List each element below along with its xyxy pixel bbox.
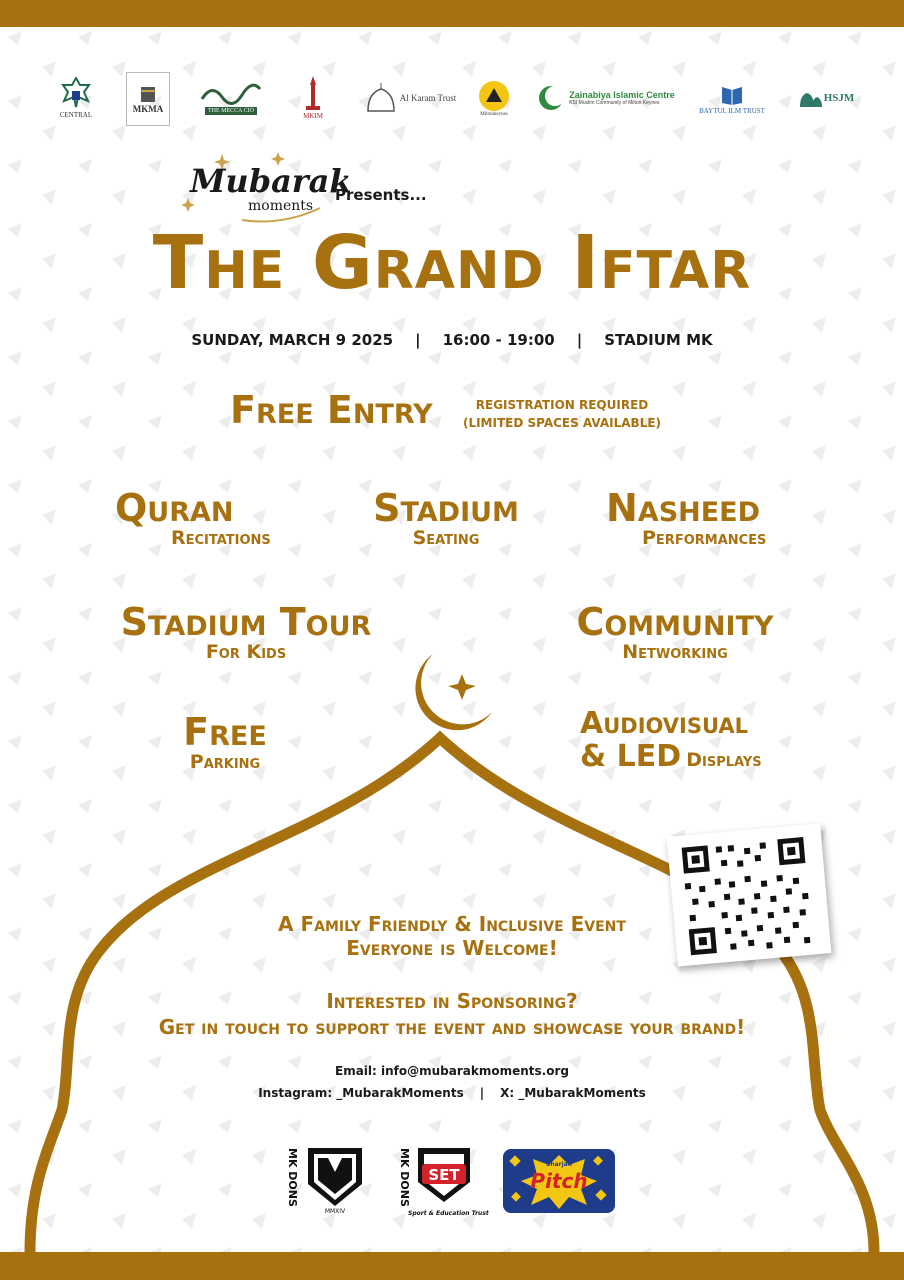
book-icon bbox=[719, 81, 745, 107]
sponsor-hsjm: HSJM bbox=[790, 72, 862, 124]
sponsor-mecca: THE MECCA CIO bbox=[196, 72, 266, 124]
domes-icon bbox=[798, 87, 824, 109]
event-details bbox=[0, 331, 904, 349]
sponsoring-line2: Get in touch to support the event and showcase your brand! bbox=[158, 1015, 746, 1039]
calligraphy-icon bbox=[198, 81, 264, 107]
feature-stadium: Stadium Seating bbox=[373, 486, 519, 549]
separator: | bbox=[576, 331, 583, 349]
sponsoring-line1: Interested in Sponsoring? bbox=[326, 989, 578, 1013]
crescent-icon bbox=[415, 654, 492, 730]
feature-free-parking: Free Parking bbox=[183, 710, 267, 773]
flag-crest-icon bbox=[478, 80, 510, 112]
feature-nasheed: Nasheed Performances bbox=[606, 486, 767, 549]
minaret-icon bbox=[303, 76, 323, 112]
feature-audiovisual: Audiovisual & LED Displays bbox=[580, 706, 762, 774]
sponsor-mkma: MKMA bbox=[126, 72, 170, 126]
star-icon bbox=[448, 674, 476, 700]
sponsor-alkaram: Al Karam Trust bbox=[360, 72, 460, 124]
mk-dons-crest-icon bbox=[304, 1144, 366, 1210]
separator: | bbox=[415, 331, 421, 349]
feature-quran: Quran Recitations bbox=[115, 486, 271, 549]
registration-note bbox=[452, 396, 672, 432]
mosque-star-icon bbox=[58, 77, 94, 111]
kaaba-icon bbox=[136, 84, 160, 104]
feature-community: Community Networking bbox=[576, 600, 774, 663]
tagline-line1: A Family Friendly & Inclusive Event bbox=[278, 912, 626, 936]
presents-text: Presents... bbox=[335, 186, 427, 204]
feature-stadium-tour: Stadium Tour For Kids bbox=[120, 600, 372, 663]
brand-sub: moments bbox=[248, 198, 314, 214]
page-title: The Grand Iftar bbox=[152, 220, 752, 306]
event-venue: STADIUM MK bbox=[604, 331, 713, 349]
registration-required: REGISTRATION REQUIRED bbox=[475, 398, 649, 412]
event-date: SUNDAY, MARCH 9 2025 bbox=[191, 331, 394, 349]
brand-logo bbox=[182, 152, 352, 226]
limited-spaces: (LIMITED SPACES AVAILABLE) bbox=[462, 416, 662, 430]
free-entry: Free Entry bbox=[230, 388, 433, 432]
partner-mkdons: MK DONS MMXIV bbox=[286, 1144, 368, 1220]
sponsor-mkim: MKIM bbox=[296, 72, 330, 124]
sponsor-miltonkeynes: Miltonkeynes bbox=[474, 72, 514, 124]
sponsor-zainabiya: Zainabiya Islamic Centre KSI Muslim Community of Milton Keynes bbox=[534, 72, 678, 124]
contact-x[interactable]: X: _MubarakMoments bbox=[500, 1086, 646, 1100]
tagline bbox=[100, 912, 804, 960]
contact-social bbox=[0, 1086, 904, 1100]
separator: | bbox=[479, 1086, 485, 1100]
contact-instagram[interactable]: Instagram: _MubarakMoments bbox=[258, 1086, 464, 1100]
sponsor-central: CENTRAL bbox=[52, 72, 100, 124]
brand-name: Mubarak bbox=[190, 162, 352, 200]
partner-pitch: Sharjah Pitch bbox=[503, 1149, 615, 1213]
event-time: 16:00 - 19:00 bbox=[442, 331, 555, 349]
crescent-mosque-icon bbox=[537, 84, 565, 112]
contact-email[interactable]: Email: info@mubarakmoments.org bbox=[335, 1064, 569, 1078]
sponsoring bbox=[60, 988, 844, 1040]
dome-icon bbox=[364, 81, 398, 115]
partner-mkdons-set: MK DONS SET Sport & Education Trust bbox=[398, 1144, 478, 1220]
tagline-line2: Everyone is Welcome! bbox=[346, 936, 558, 960]
sponsor-baytul: BAYTUL ILM TRUST bbox=[694, 72, 770, 124]
